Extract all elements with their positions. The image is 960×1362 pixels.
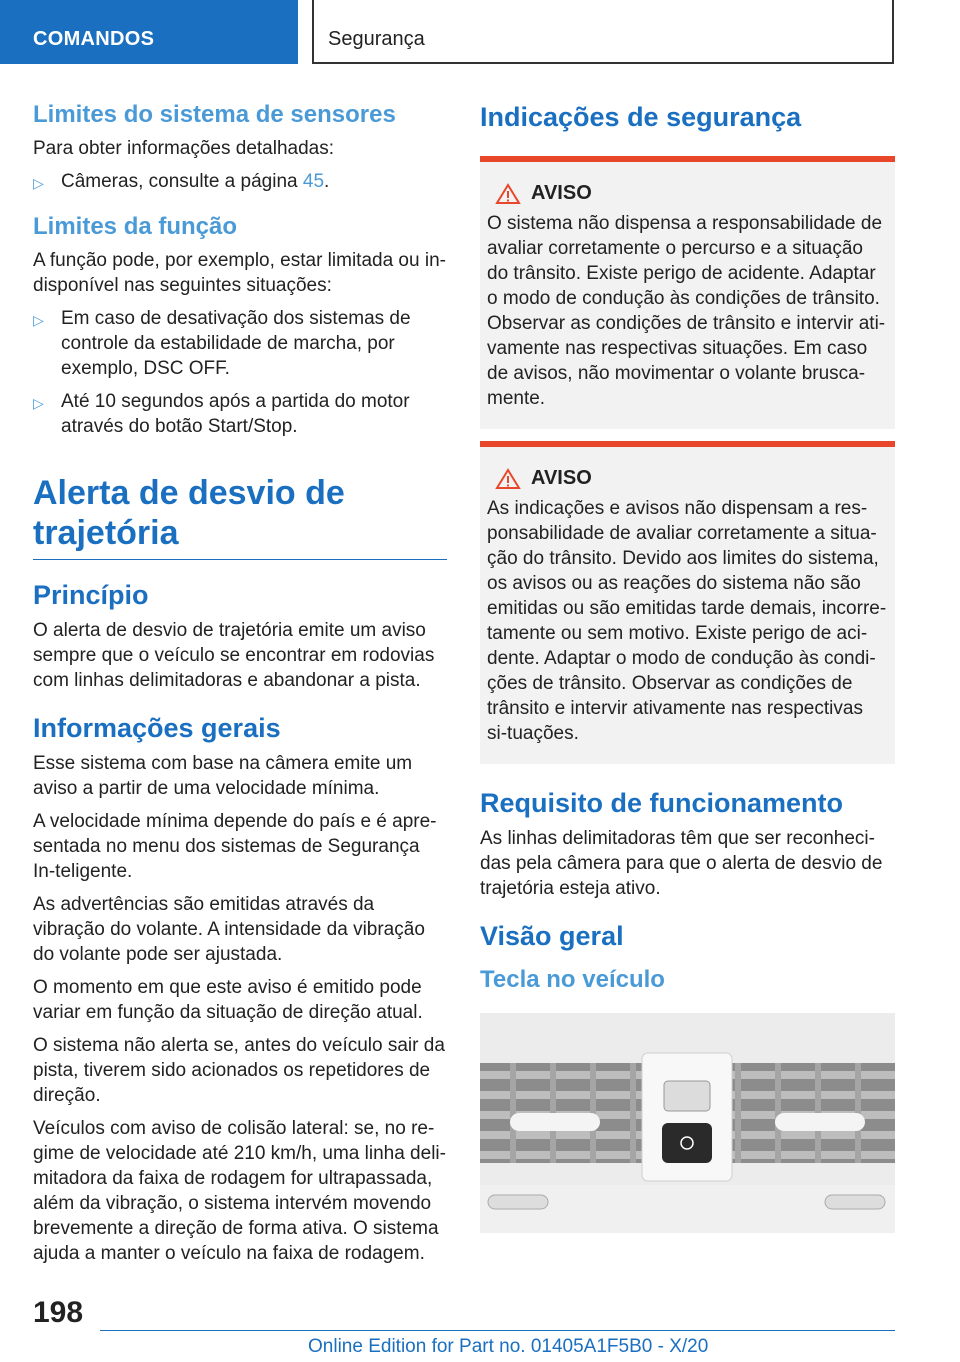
paragraph: As advertências são emitidas através da vibração do volante. A intensidade da vibração do volante pode ser ajustada. bbox=[33, 894, 425, 965]
triangle-bullet-icon: ▷ bbox=[33, 395, 44, 411]
air-vent-illustration bbox=[480, 1013, 895, 1233]
triangle-bullet-icon: ▷ bbox=[33, 312, 44, 328]
paragraph: O alerta de desvio de trajetória emite um aviso sempre que o veículo se encontrar em rodovias com linhas delimitadoras e abandonar a pista. bbox=[33, 620, 435, 691]
vehicle-button-photo bbox=[480, 1013, 895, 1233]
warning-box bbox=[480, 156, 895, 429]
left-column bbox=[33, 100, 447, 1274]
paragraph: O momento em que este aviso é emitido pode variar em função da situação de direção atual. bbox=[33, 977, 423, 1023]
heading-requirement: Requisito de funcionamento bbox=[480, 788, 844, 818]
paragraph: A velocidade mínima depende do país e é apre-sentada no menu dos sistemas de Segurança In-teligente. bbox=[33, 811, 437, 882]
paragraph: Para obter informações detalhadas: bbox=[33, 138, 335, 159]
heading-function-limits: Limites da função bbox=[33, 213, 238, 240]
chapter-header bbox=[312, 0, 894, 64]
warning-text: O sistema não dispensa a responsabilidade de avaliar corretamente o percurso e a situação do trânsito. Existe perigo de acidente. Adaptar o modo de condução às condições de trânsito. Observar as condições de trânsito e intervir ati-vamente nas respectivas situações. Em caso de avisos, não movimentar o volante brusca-mente. bbox=[487, 213, 886, 409]
heading-vehicle-button: Tecla no veículo bbox=[480, 966, 665, 993]
list-item: ▷ Câmeras, consulte a página 45. bbox=[33, 169, 447, 194]
footer-edition: Online Edition for Part no. 01405A1F5B0 - X/20 bbox=[308, 1336, 709, 1357]
section-title: Alerta de desvio de trajetória bbox=[33, 474, 345, 552]
heading-principle: Princípio bbox=[33, 580, 149, 610]
warning-label: AVISO bbox=[531, 182, 592, 204]
warning-box bbox=[480, 441, 895, 764]
paragraph: Veículos com aviso de colisão lateral: se, no re-gime de velocidade até 210 km/h, uma linha deli-mitadora da faixa de rodagem for ultrapassada, além da vibração, o sistema intervém movendo brevemente a direção de forma ativa. O sistema ajuda a manter o veículo na faixa de rodagem. bbox=[33, 1118, 446, 1264]
section-tab bbox=[0, 0, 298, 64]
page-number: 198 bbox=[33, 1296, 84, 1329]
section-label: COMANDOS bbox=[33, 28, 155, 50]
paragraph: As linhas delimitadoras têm que ser reconheci-das pela câmera para que o alerta de desvio de trajetória esteja ativo. bbox=[480, 828, 883, 899]
paragraph: Esse sistema com base na câmera emite um aviso a partir de uma velocidade mínima. bbox=[33, 753, 413, 799]
heading-overview: Visão geral bbox=[480, 921, 624, 951]
paragraph: O sistema não alerta se, antes do veículo sair da pista, tiverem sido acionados os repetidores de direção. bbox=[33, 1035, 445, 1106]
heading-general-info: Informações gerais bbox=[33, 713, 281, 743]
warning-triangle-icon bbox=[495, 468, 521, 490]
footer-divider bbox=[100, 1330, 895, 1331]
page-link[interactable]: 45 bbox=[302, 171, 325, 192]
heading-safety: Indicações de segurança bbox=[480, 102, 802, 132]
right-column bbox=[480, 100, 895, 1233]
warning-label: AVISO bbox=[531, 467, 592, 489]
warning-triangle-icon bbox=[495, 183, 521, 205]
paragraph: A função pode, por exemplo, estar limitada ou in-disponível nas seguintes situações: bbox=[33, 250, 446, 296]
list-item: ▷ Até 10 segundos após a partida do motor através do botão Start/Stop. bbox=[33, 391, 410, 437]
title-divider bbox=[33, 559, 447, 560]
list-item: ▷ Em caso de desativação dos sistemas de controle da estabilidade de marcha, por exemplo, DSC OFF. bbox=[33, 308, 411, 379]
chapter-title: Segurança bbox=[328, 28, 425, 50]
warning-text: As indicações e avisos não dispensam a res-ponsabilidade de avaliar corretamente a situa-ção do trânsito. Devido aos limites do sistema, os avisos ou as reações do sistema não são emitidas ou são emitidas tarde demais, incorre-tamente ou sem motivo. Existe perigo de aci-dente. Adaptar o modo de condução às condi-ções de trânsito. Observar as condições de trânsito e intervir ativamente nas respectivas si-tuações. bbox=[487, 498, 887, 744]
triangle-bullet-icon: ▷ bbox=[33, 175, 44, 191]
heading-sensor-limits: Limites do sistema de sensores bbox=[33, 101, 396, 128]
